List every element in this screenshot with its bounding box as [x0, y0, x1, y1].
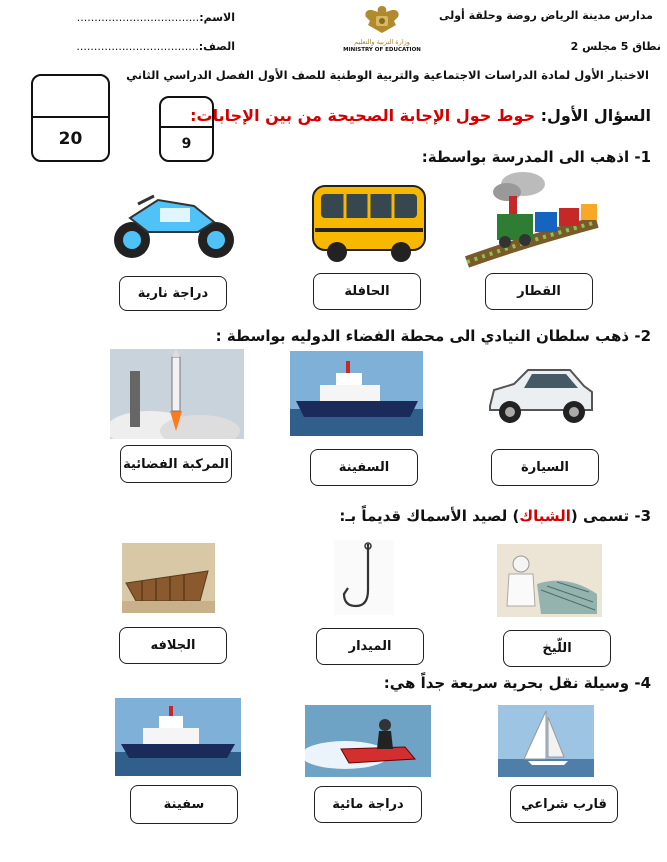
student-name-row: [77, 11, 235, 24]
fishing-hook-image: [334, 540, 394, 615]
q1-option-bus[interactable]: الحافلة: [313, 273, 421, 310]
train-image: [463, 162, 601, 270]
ministry-emblem: [358, 3, 406, 37]
q2-option-car[interactable]: السيارة: [491, 449, 599, 486]
cluster-info: نطاق 5 مجلس 2: [570, 40, 661, 53]
q4-option-jetski[interactable]: دراجة مائية: [314, 786, 422, 823]
sailboat-image: [498, 705, 594, 777]
total-score-box: [31, 74, 110, 162]
name-dots[interactable]: ...................................: [76, 11, 200, 24]
school-name: مدارس مدينة الرياض روضة وحلقة أولى: [438, 9, 653, 22]
section-instruction: حوط حول الإجابة الصحيحة من بين الإجابات:: [190, 106, 536, 125]
exam-title: الاختبار الأول لمادة الدراسات الاجتماعية والتربية الوطنية للصف الأول الفصل الدراسي الثاني: [126, 68, 649, 82]
q3-option-net[interactable]: اللّيخ: [503, 630, 611, 667]
rocket-image: [110, 349, 244, 439]
student-class-row: [76, 40, 235, 53]
motorcycle-image: [108, 188, 240, 262]
jetski-image: [305, 705, 431, 777]
fishing-net-image: [497, 544, 602, 617]
section-score: 9: [181, 136, 192, 152]
ministry-name-en: MINISTRY OF EDUCATION: [343, 47, 421, 53]
q4-option-sailboat[interactable]: قارب شراعي: [510, 785, 618, 823]
question-2-text: 2- ذهب سلطان النيادي الى محطة الفضاء الدوليه بواسطة :: [215, 327, 651, 345]
dhow-image: [122, 543, 215, 613]
q2-option-spacecraft[interactable]: المركبة الفضائية: [120, 445, 232, 483]
total-score: 20: [58, 129, 83, 149]
question-4-text: 4- وسيلة نقل بحرية سريعة جداً هي:: [383, 674, 651, 692]
question-3-text-before: 3- تسمى (: [570, 507, 651, 525]
q2-option-ship[interactable]: السفينة: [310, 449, 418, 486]
q3-option-hook[interactable]: الميدار: [316, 628, 424, 665]
question-3-text-after: ) لصيد الأسماك قديماً بـ:: [339, 507, 520, 525]
q1-option-train[interactable]: القطار: [485, 273, 593, 310]
q3-option-dhow[interactable]: الجلافه: [119, 627, 227, 664]
q1-option-motorcycle[interactable]: دراجة نارية: [119, 276, 227, 311]
question-1-text: 1- اذهب الى المدرسة بواسطة:: [421, 148, 651, 166]
car-image: [484, 362, 598, 430]
ship-image-small: [115, 698, 241, 776]
bus-image: [305, 178, 433, 264]
class-label: الصف:: [198, 40, 235, 53]
ministry-name-ar: وزارة التربية والتعليم: [354, 38, 410, 46]
q4-option-ship[interactable]: سفينة: [130, 785, 238, 824]
section-label: السؤال الأول:: [540, 106, 651, 125]
total-score-blank[interactable]: [33, 76, 108, 118]
name-label: الاسم:: [199, 11, 235, 24]
section-heading: [190, 106, 651, 125]
question-3-highlight: الشباك: [519, 507, 571, 525]
class-dots[interactable]: ...................................: [76, 40, 199, 53]
ship-image: [290, 351, 423, 436]
question-3-text: [339, 507, 651, 525]
